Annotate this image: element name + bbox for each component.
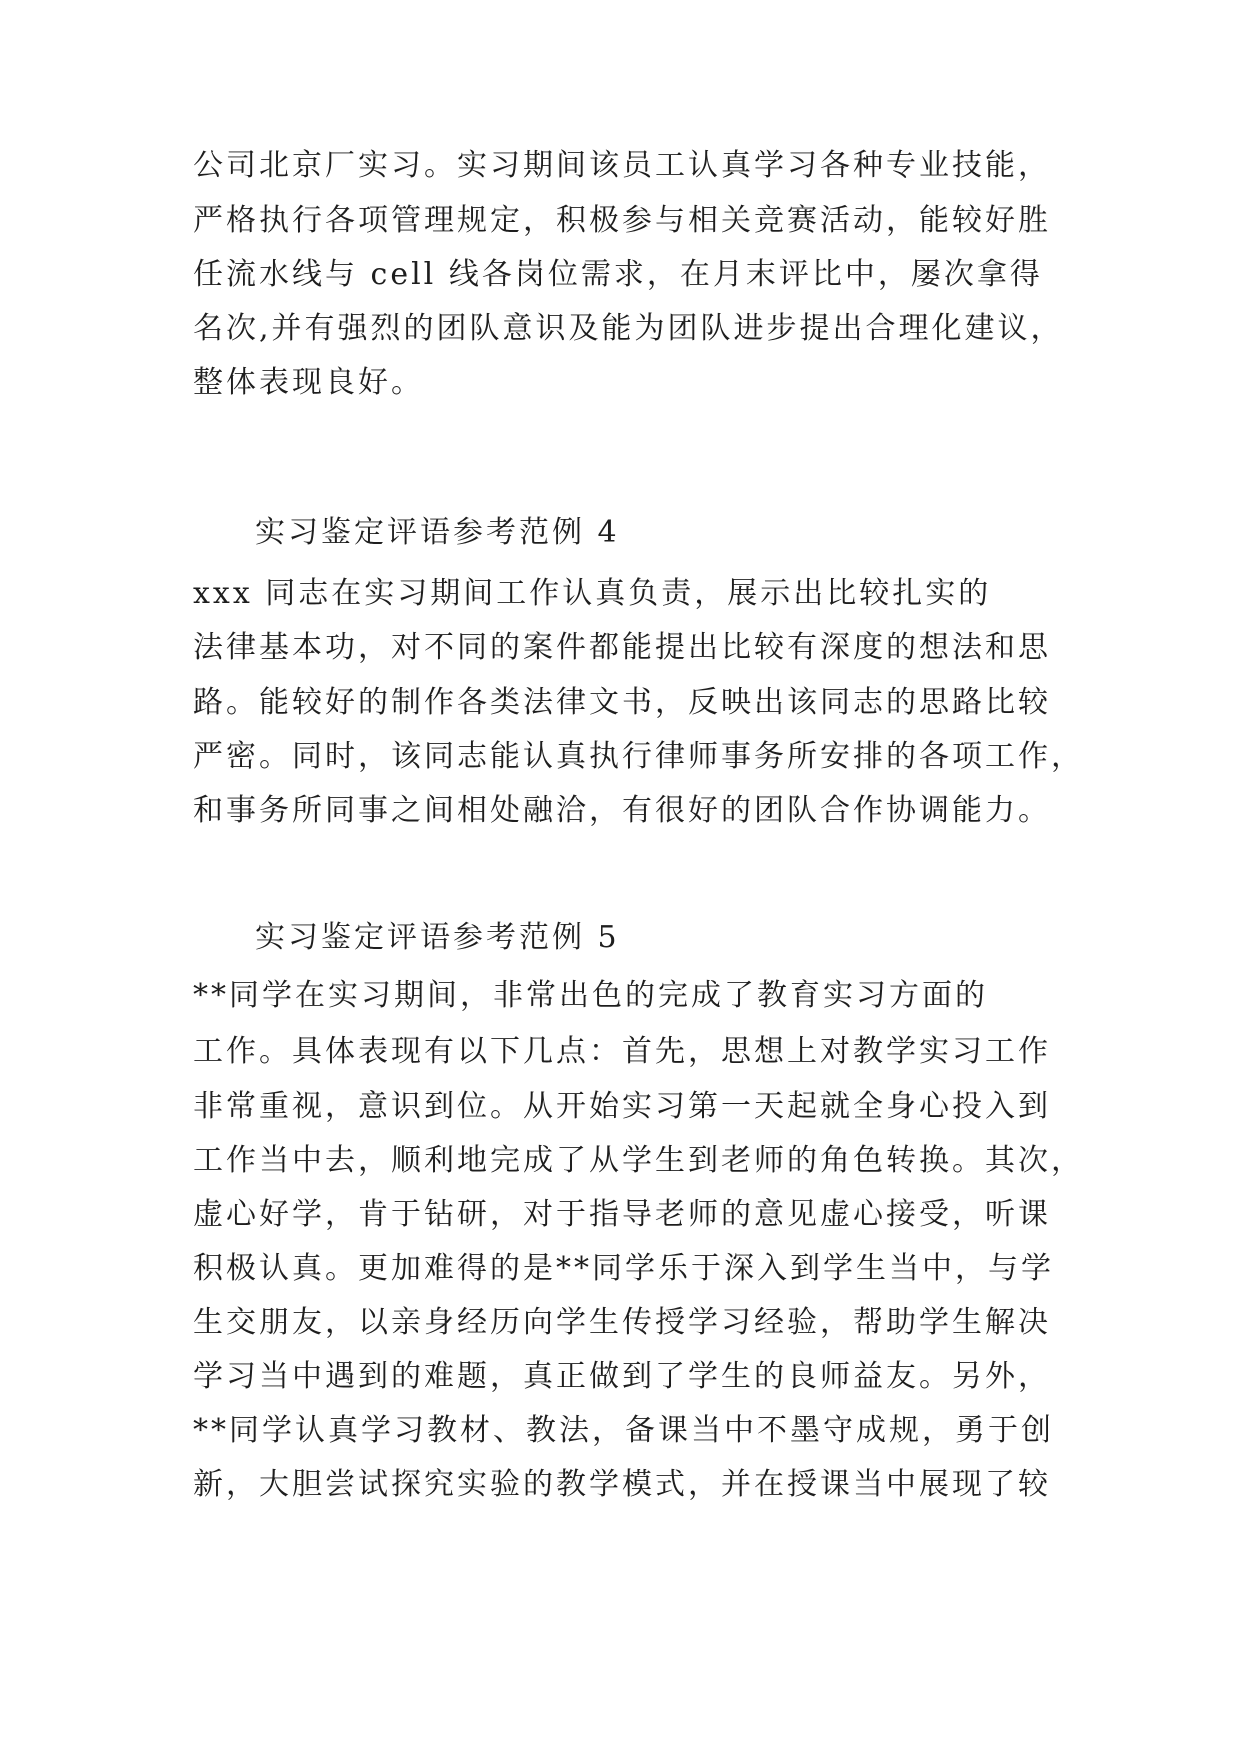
section-heading: 实习鉴定评语参考范例 5 [255, 920, 620, 955]
text-line: 整体表现良好。 [193, 365, 424, 400]
text-line: 和事务所同事之间相处融洽，有很好的团队合作协调能力。 [193, 793, 1051, 828]
text-line: 法律基本功，对不同的案件都能提出比较有深度的想法和思 [193, 630, 1051, 665]
text-line: 积极认真。更加难得的是**同学乐于深入到学生当中，与学 [193, 1251, 1054, 1286]
text-line: 非常重视，意识到位。从开始实习第一天起就全身心投入到 [193, 1089, 1051, 1124]
text-line: 生交朋友，以亲身经历向学生传授学习经验，帮助学生解决 [193, 1305, 1051, 1340]
text-line: 名次,并有强烈的团队意识及能为团队进步提出合理化建议， [193, 311, 1064, 346]
text-line: 新，大胆尝试探究实验的教学模式，并在授课当中展现了较 [193, 1467, 1051, 1502]
text-line: **同学认真学习教材、教法，备课当中不墨守成规，勇于创 [193, 1413, 1054, 1448]
text-line: 虚心好学，肯于钻研，对于指导老师的意见虚心接受，听课 [193, 1197, 1051, 1232]
text-line: 学习当中遇到的难题，真正做到了学生的良师益友。另外， [193, 1359, 1051, 1394]
text-line: 任流水线与 cell 线各岗位需求，在月末评比中，屡次拿得 [193, 257, 1043, 292]
text-line: xxx 同志在实习期间工作认真负责，展示出比较扎实的 [193, 576, 992, 611]
text-line: 工作。具体表现有以下几点：首先，思想上对教学实习工作 [193, 1034, 1051, 1069]
text-line: 严密。同时，该同志能认真执行律师事务所安排的各项工作， [193, 739, 1084, 774]
text-line: 工作当中去，顺利地完成了从学生到老师的角色转换。其次， [193, 1143, 1084, 1178]
section-heading: 实习鉴定评语参考范例 4 [255, 515, 620, 550]
text-line: 路。能较好的制作各类法律文书，反映出该同志的思路比较 [193, 685, 1051, 720]
text-line: 严格执行各项管理规定，积极参与相关竞赛活动，能较好胜 [193, 203, 1051, 238]
text-line: **同学在实习期间，非常出色的完成了教育实习方面的 [193, 978, 988, 1013]
text-line: 公司北京厂实习。实习期间该员工认真学习各种专业技能， [193, 148, 1051, 183]
